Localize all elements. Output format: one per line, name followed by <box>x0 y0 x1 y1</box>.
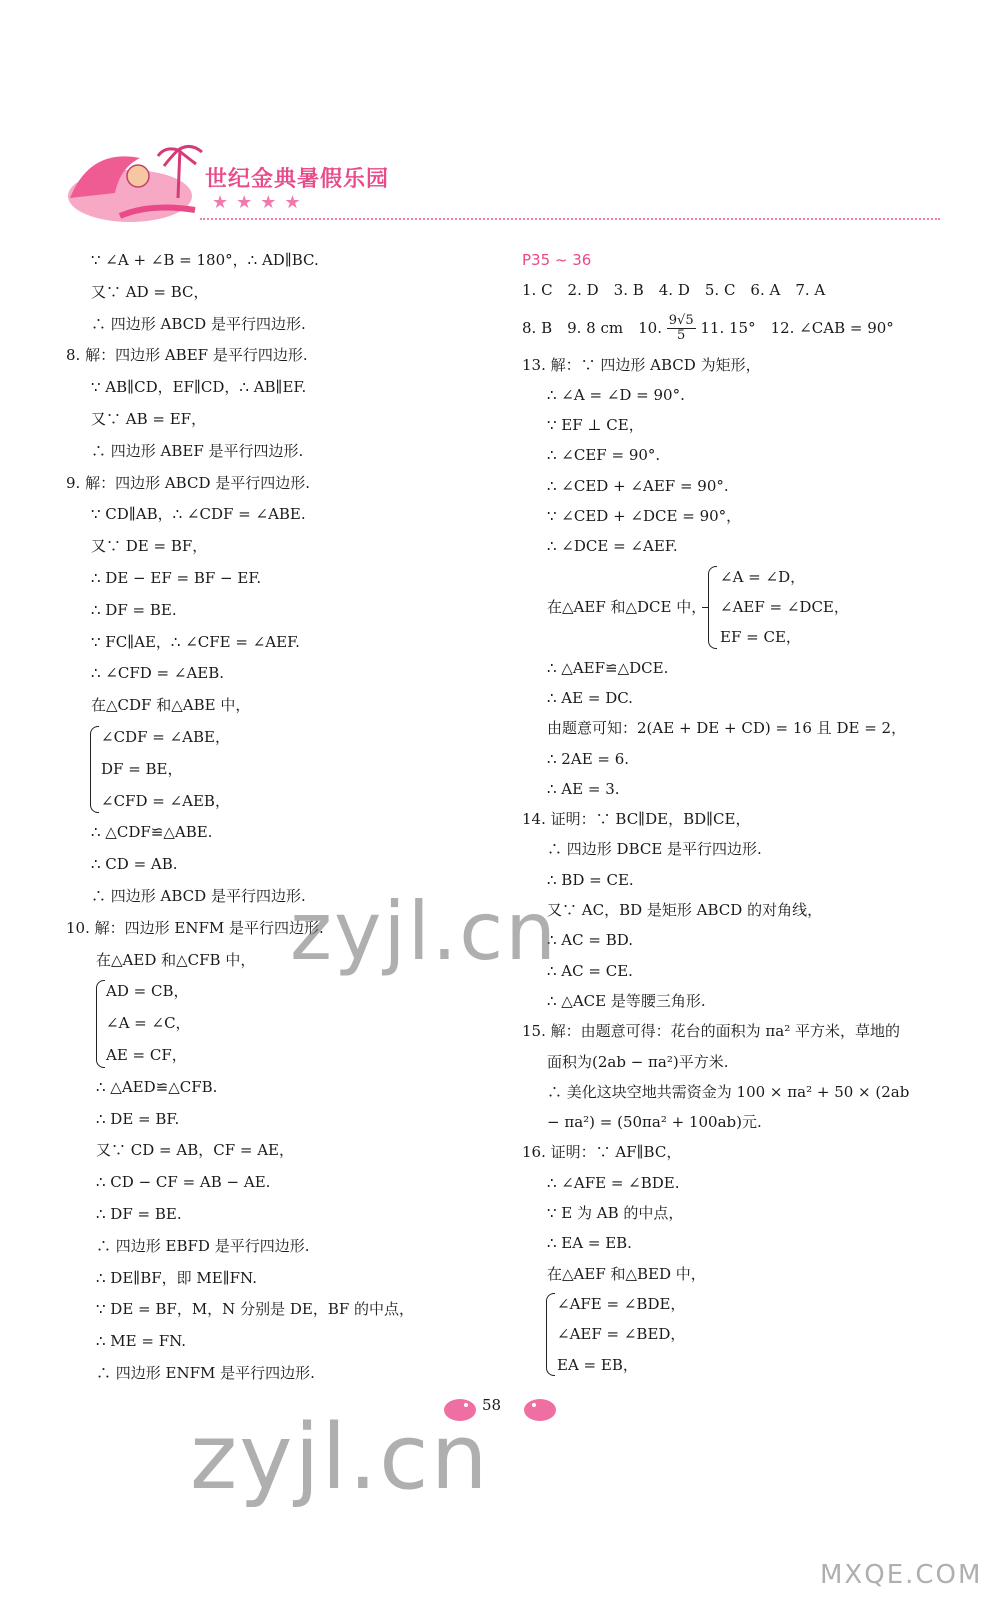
text-line: ∴ 美化这块空地共需资金为 100 × πa² + 50 × (2ab <box>547 1082 910 1101</box>
text-line: ∴ BD = CE. <box>547 870 634 889</box>
text-line: ∴ DF = BE. <box>96 1204 182 1223</box>
page-number: 58 <box>482 1396 502 1414</box>
text-line: 面积为(2ab − πa²)平方米. <box>547 1052 729 1071</box>
text-line: ∴ ∠A = ∠D = 90°. <box>547 385 685 404</box>
text-line: ∴ ME = FN. <box>96 1332 187 1351</box>
congruence-brace <box>708 562 948 653</box>
text-line: ∴ 四边形 EBFD 是平行四边形. <box>96 1236 310 1255</box>
watermark: zyjl.cn <box>190 1405 490 1510</box>
text-line: ∵ EF ⊥ CE， <box>547 416 644 435</box>
text-line: ∴ CD = AB. <box>91 855 178 874</box>
text-line: 在△AED 和△CFB 中， <box>96 950 256 969</box>
text-line: ∴ 四边形 ABEF 是平行四边形. <box>91 441 304 460</box>
text-line: ∴ ∠CFD = ∠AEB. <box>91 664 225 683</box>
text-line: ∵ CD∥AB，∴ ∠CDF = ∠ABE. <box>91 505 306 524</box>
answers-row-2-b: 11. 15° 12. ∠CAB = 90° <box>700 318 894 337</box>
text-line: ∴ DE − EF = BF − EF. <box>91 568 262 587</box>
text-line: ∴ AC = BD. <box>547 931 634 950</box>
text-line: ∵ ∠CED + ∠DCE = 90°， <box>547 507 742 526</box>
text-line: ∴ 四边形 ENFM 是平行四边形. <box>96 1363 315 1382</box>
text-line: ∴ ∠DCE = ∠AEF. <box>547 537 678 556</box>
question-9: 9. 解：四边形 ABCD 是平行四边形. <box>66 473 311 492</box>
header-divider <box>200 218 940 220</box>
brace-item: ∠CDF = ∠ABE， <box>101 727 230 746</box>
answers-row-1: 1. C 2. D 3. B 4. D 5. C 6. A 7. A <box>522 281 826 300</box>
brace-item: EA = EB， <box>557 1355 638 1374</box>
section-heading: P35 ~ 36 <box>522 251 592 269</box>
text-line: 又∵ AD = BC， <box>91 282 209 301</box>
text-line: 又∵ DE = BF， <box>91 537 208 556</box>
text-line: 又∵ AB = EF， <box>91 409 207 428</box>
text-line: ∴ 2AE = 6. <box>547 749 630 768</box>
stars-decoration-icon: ★★★★ <box>212 192 309 213</box>
text-line: ∴ 四边形 DBCE 是平行四边形. <box>547 840 762 859</box>
text-line: ∴ 四边形 ABCD 是平行四边形. <box>91 886 306 905</box>
header-title: 世纪金典暑假乐园 <box>205 167 390 192</box>
answers-row-2-a: 8. B 9. 8 cm 10. <box>522 318 662 337</box>
text-line: ∵ ∠A + ∠B = 180°，∴ AD∥BC. <box>91 251 319 269</box>
text-line: 在△CDF 和△ABE 中， <box>91 696 251 715</box>
question-15: 15. 解：由题意可得：花台的面积为 πa² 平方米，草地的 <box>522 1022 900 1041</box>
watermark: zyjl.cn <box>290 885 558 978</box>
text-line: ∴ AC = CE. <box>547 961 633 980</box>
text-line: ∵ FC∥AE，∴ ∠CFE = ∠AEF. <box>91 632 300 651</box>
watermark-site: MXQE.COM <box>820 1560 983 1590</box>
text-line: ∴ AE = 3. <box>547 779 620 798</box>
brace-item: EF = CE， <box>720 628 801 647</box>
text-line: ∴ △CDF≌△ABE. <box>91 823 213 842</box>
text-line: − πa²) = (50πa² + 100ab)元. <box>547 1113 762 1132</box>
text-line: 又∵ AC，BD 是矩形 ABCD 的对角线， <box>547 901 823 920</box>
brace-item: ∠CFD = ∠AEB， <box>101 791 230 810</box>
congruence-brace <box>522 1289 952 1380</box>
brace-icon <box>546 1293 555 1376</box>
surfer-logo-icon <box>60 138 220 228</box>
left-column <box>66 245 486 1390</box>
fraction-denominator: 5 <box>677 328 686 344</box>
brace-item: AD = CB， <box>106 982 189 1001</box>
text-line: ∴ 四边形 ABCD 是平行四边形. <box>91 314 306 333</box>
text-line: ∵ DE = BF，M，N 分别是 DE，BF 的中点， <box>96 1300 415 1319</box>
text-line: ∴ △AEF≌△DCE. <box>547 658 669 677</box>
text-line: ∴ DE = BF. <box>96 1109 180 1128</box>
text-line: ∴ △AED≌△CFB. <box>96 1077 218 1096</box>
bird-right-icon <box>520 1392 560 1424</box>
fraction-numerator: 9√5 <box>668 312 694 328</box>
text-line: ∴ △ACE 是等腰三角形. <box>547 991 706 1010</box>
question-10: 10. 解：四边形 ENFM 是平行四边形. <box>66 918 324 937</box>
brace-item: ∠AEF = ∠BED， <box>557 1325 686 1344</box>
right-column <box>522 245 952 1380</box>
brace-icon <box>90 726 99 813</box>
text-line: ∴ DE∥BF，即 ME∥FN. <box>96 1268 257 1287</box>
text-line: ∵ AB∥CD，EF∥CD，∴ AB∥EF. <box>91 378 307 397</box>
text-line: ∵ E 为 AB 的中点， <box>547 1204 684 1223</box>
question-16: 16. 证明：∵ AF∥BC， <box>522 1143 682 1162</box>
brace-item: ∠A = ∠C， <box>106 1014 191 1033</box>
text-line: 在△AEF 和△BED 中， <box>547 1264 706 1283</box>
text-line: ∴ DF = BE. <box>91 600 177 619</box>
text-line: ∴ ∠CED + ∠AEF = 90°. <box>547 476 729 495</box>
brace-item: DF = BE， <box>101 759 183 778</box>
text-line: 又∵ CD = AB，CF = AE， <box>96 1141 295 1160</box>
header-banner <box>60 138 940 228</box>
congruence-block <box>522 562 952 653</box>
fraction <box>667 314 696 344</box>
brace-item: AE = CF， <box>106 1045 187 1064</box>
text-line: ∴ EA = EB. <box>547 1234 632 1253</box>
text-line: 由题意可知：2(AE + DE + CD) = 16 且 DE = 2， <box>547 719 907 738</box>
brace-item: ∠AFE = ∠BDE， <box>557 1294 686 1313</box>
text-line: ∴ CD − CF = AB − AE. <box>96 1173 271 1192</box>
question-14: 14. 证明：∵ BC∥DE，BD∥CE， <box>522 810 751 829</box>
brace-item: ∠AEF = ∠DCE， <box>720 597 849 616</box>
text-line: ∴ AE = DC. <box>547 688 633 707</box>
text-line: ∴ ∠CEF = 90°. <box>547 446 661 465</box>
question-8: 8. 解：四边形 ABEF 是平行四边形. <box>66 346 308 365</box>
text-line: ∴ ∠AFE = ∠BDE. <box>547 1173 680 1192</box>
brace-label: 在△AEF 和△DCE 中， <box>547 597 707 616</box>
question-13: 13. 解：∵ 四边形 ABCD 为矩形， <box>522 355 761 374</box>
brace-item: ∠A = ∠D， <box>720 567 806 586</box>
congruence-brace <box>66 976 486 1071</box>
answers-row-2 <box>522 306 952 350</box>
congruence-brace <box>66 722 486 817</box>
